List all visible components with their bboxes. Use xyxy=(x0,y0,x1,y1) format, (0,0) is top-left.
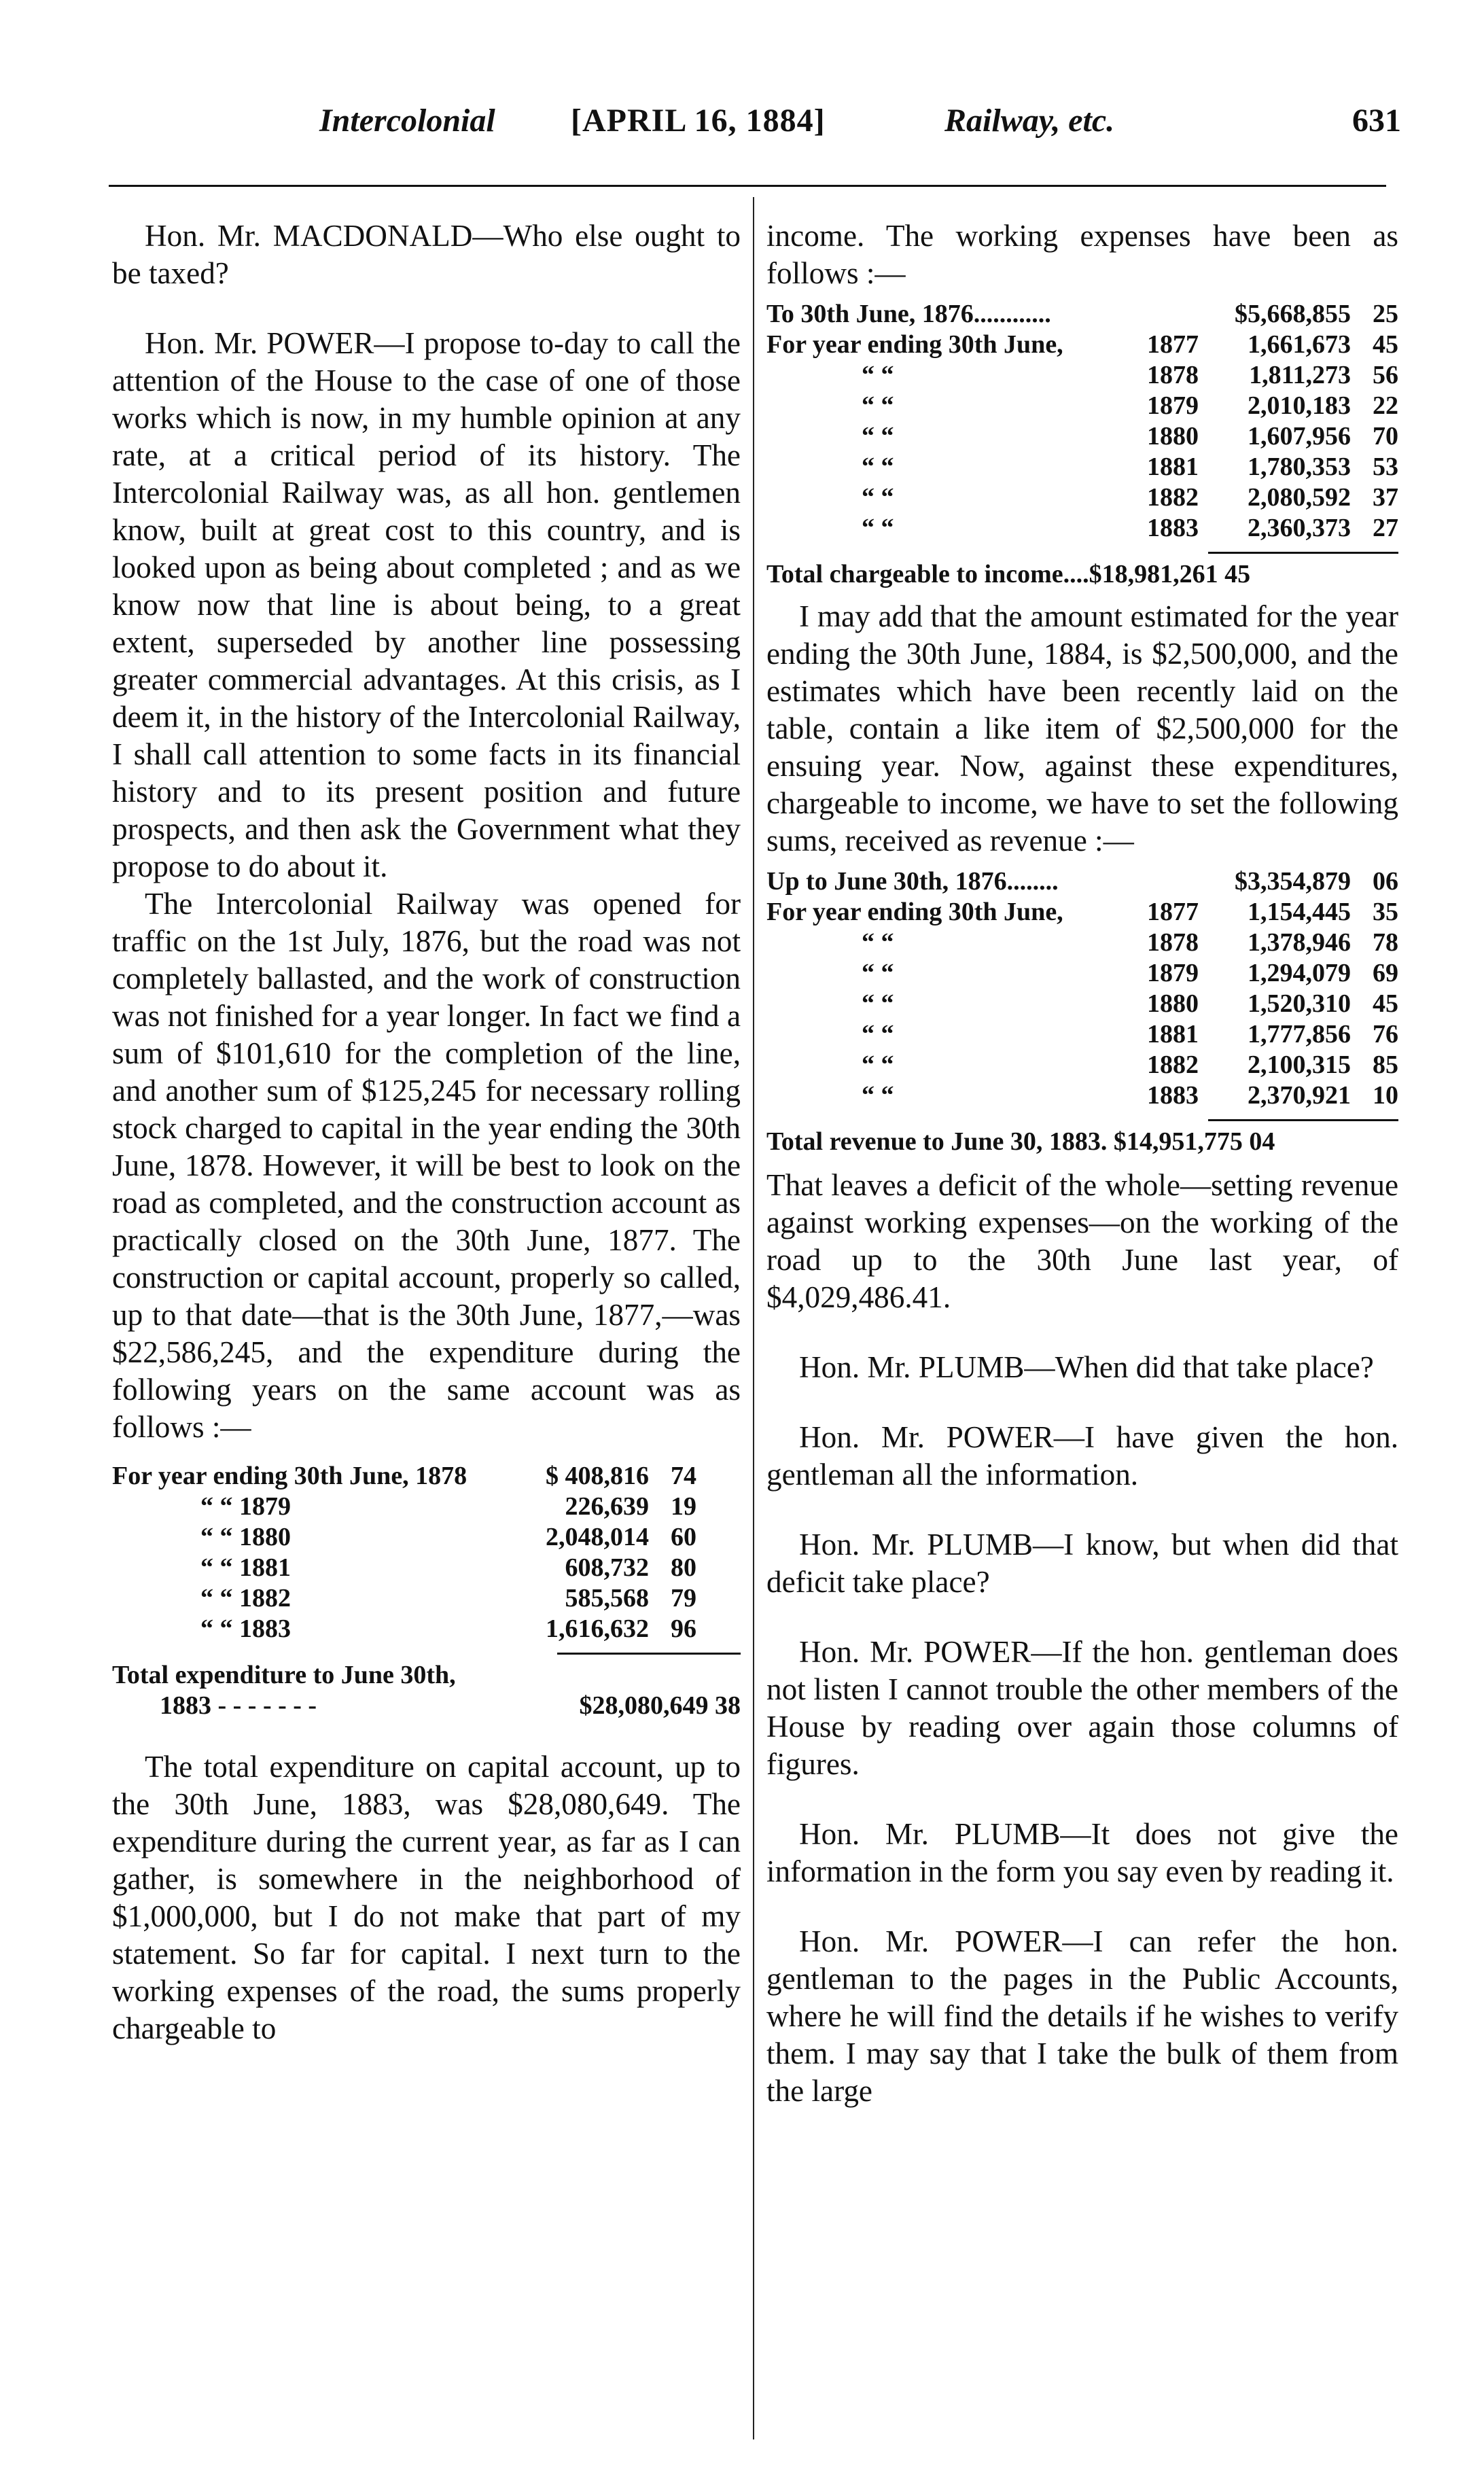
table-row xyxy=(112,1461,741,1492)
row-amount: 2,080,592 xyxy=(1248,483,1351,512)
left-column xyxy=(112,217,741,2047)
row-label: “ “ xyxy=(862,391,894,420)
row-amount: 1,616,632 xyxy=(546,1615,649,1643)
total-rule xyxy=(1208,1119,1398,1121)
expenses-total: Total chargeable to income....$18,981,261 45 xyxy=(766,560,1251,588)
row-cents: 74 xyxy=(671,1462,696,1490)
table-row xyxy=(766,866,1398,897)
row-amount: 2,010,183 xyxy=(1248,391,1351,420)
table-row xyxy=(766,330,1398,360)
row-year: 1877 xyxy=(1147,898,1199,926)
table-row xyxy=(766,421,1398,452)
paragraph: Hon. Mr. POWER—I have given the hon. gentleman all the information. xyxy=(766,1420,1398,1492)
total-year: 1883 - - - - - - - xyxy=(160,1691,317,1720)
row-cents: 96 xyxy=(671,1615,696,1643)
row-label: “ “ xyxy=(862,483,894,512)
table-row xyxy=(766,928,1398,958)
paragraph: The total expenditure on capital account, up to the 30th June, 1883, was $28,080,649. The expenditure during the current year, as far as I can gather, is somewhere in the neighborhood of $1,000,000, but I do not make that part of my statement. So far for capital. I next turn to the working expenses of the road, the sums properly chargeable to xyxy=(112,1750,741,2045)
total-label: Total expenditure to June 30th, xyxy=(112,1661,456,1689)
row-label: For year ending 30th June, xyxy=(766,898,1063,926)
running-header xyxy=(0,95,1484,156)
table-row xyxy=(766,482,1398,513)
row-year: 1878 xyxy=(1147,361,1199,389)
row-label: “ “ 1879 xyxy=(200,1492,291,1521)
row-label: Up to June 30th, 1876........ xyxy=(766,867,1059,896)
row-year: 1882 xyxy=(1147,1051,1199,1079)
row-amount: 585,568 xyxy=(565,1584,649,1612)
row-label: “ “ xyxy=(862,514,894,542)
table-row xyxy=(766,958,1398,989)
total-rule xyxy=(1208,552,1398,554)
table-row xyxy=(766,1080,1398,1111)
row-label: “ “ xyxy=(862,959,894,987)
paragraph: Hon. Mr. MACDONALD—Who else ought to be taxed? xyxy=(112,219,741,290)
row-amount: 2,370,921 xyxy=(1248,1081,1351,1110)
row-amount: 2,100,315 xyxy=(1248,1051,1351,1079)
table-row xyxy=(112,1522,741,1553)
row-label: “ “ 1882 xyxy=(200,1584,291,1612)
row-cents: 78 xyxy=(1373,928,1398,957)
row-cents: 56 xyxy=(1373,361,1398,389)
row-label: “ “ xyxy=(862,1081,894,1110)
row-cents: 19 xyxy=(671,1492,696,1521)
revenue-total: Total revenue to June 30, 1883. $14,951,775 04 xyxy=(766,1127,1275,1156)
row-amount: 1,607,956 xyxy=(1248,422,1351,451)
row-year: 1880 xyxy=(1147,989,1199,1018)
row-cents: 60 xyxy=(671,1523,696,1551)
row-amount: 1,661,673 xyxy=(1248,330,1351,359)
row-label: “ “ xyxy=(862,1020,894,1048)
row-label: For year ending 30th June, 1878 xyxy=(112,1462,467,1490)
paragraph: Hon. Mr. PLUMB—I know, but when did that deficit take place? xyxy=(766,1528,1398,1599)
paragraph: The Intercolonial Railway was opened for traffic on the 1st July, 1876, but the road was not completely ballasted, and the work of construction was not finished for a year longer. In fact we find a sum of $101,610 for the completion of the line, and another sum of $125,245 for necessary rolling stock charged to capital in the year ending the 30th June, 1878. However, it will be best to look on the road as completed, and the construction account as practically closed on the 30th June, 1877. The construction or capital account, properly so called, up to that date—that is the 30th June, 1877,—was $22,586,245, and the expenditure during the following years on the same account was as follows :— xyxy=(112,887,741,1444)
row-year: 1879 xyxy=(1147,391,1199,420)
paragraph: income. The working expenses have been as follows :— xyxy=(766,219,1398,290)
right-column xyxy=(766,217,1398,2110)
row-year: 1883 xyxy=(1147,514,1199,542)
table-row xyxy=(766,391,1398,421)
row-label: “ “ xyxy=(862,989,894,1018)
row-amount: 1,378,946 xyxy=(1248,928,1351,957)
row-label: To 30th June, 1876............ xyxy=(766,300,1051,328)
row-cents: 53 xyxy=(1373,453,1398,481)
row-label: “ “ xyxy=(862,361,894,389)
row-cents: 69 xyxy=(1373,959,1398,987)
paragraph: Hon. Mr. POWER—I can refer the hon. gentleman to the pages in the Public Accounts, where he will find the details if he wishes to verify them. I may say that I take the bulk of them from the large xyxy=(766,1924,1398,2108)
table-row xyxy=(766,360,1398,391)
row-year: 1877 xyxy=(1147,330,1199,359)
revenue-table xyxy=(766,866,1398,1111)
column-divider xyxy=(753,197,754,2439)
row-cents: 37 xyxy=(1373,483,1398,512)
row-amount: 608,732 xyxy=(565,1553,649,1582)
row-label: “ “ xyxy=(862,422,894,451)
row-cents: 45 xyxy=(1373,330,1398,359)
row-cents: 27 xyxy=(1373,514,1398,542)
row-year: 1879 xyxy=(1147,959,1199,987)
row-label: “ “ 1880 xyxy=(200,1523,291,1551)
paragraph: Hon. Mr. POWER—I propose to-day to call the attention of the House to the case of one of those works which is now, in my humble opinion at any rate, at a critical period of its history. The Intercolonial Railway was, as all hon. gentlemen know, built at great cost to this country, and is looked upon as being about completed ; and as we know now that line is about being, to a great extent, superseded by another line possessing greater commercial advantages. At this crisis, as I deem it, in the history of the Intercolonial Railway, I shall call attention to some facts in its financial history and to its present position and future prospects, and then ask the Government what they propose to do about it. xyxy=(112,326,741,883)
row-amount: 1,294,079 xyxy=(1248,959,1351,987)
table-row xyxy=(766,897,1398,928)
table-row xyxy=(766,1019,1398,1050)
row-label: “ “ 1883 xyxy=(200,1615,291,1643)
row-year: 1881 xyxy=(1147,1020,1199,1048)
total-rule xyxy=(557,1653,741,1655)
paragraph: Hon. Mr. PLUMB—When did that take place? xyxy=(799,1350,1374,1384)
paragraph: I may add that the amount estimated for the year ending the 30th June, 1884, is $2,500,000, and the estimates which have been recently laid on the table, contain a like item of $2,500,000 for the ensuing year. Now, against these expenditures, chargeable to income, we have to set the following sums, received as revenue :— xyxy=(766,599,1398,858)
row-label: “ “ xyxy=(862,453,894,481)
row-label: “ “ xyxy=(862,1051,894,1079)
working-expenses-table xyxy=(766,299,1398,544)
table-row xyxy=(766,452,1398,482)
row-cents: 80 xyxy=(671,1553,696,1582)
table-row xyxy=(766,513,1398,544)
table-row xyxy=(112,1553,741,1583)
row-amount: 2,048,014 xyxy=(546,1523,649,1551)
row-cents: 35 xyxy=(1373,898,1398,926)
header-date: [APRIL 16, 1884] xyxy=(571,103,826,139)
paragraph: That leaves a deficit of the whole—setting revenue against working expenses—on the working of the road up to the 30th June last year, of $4,029,486.41. xyxy=(766,1168,1398,1314)
row-amount: $ 408,816 xyxy=(546,1462,649,1490)
row-year: 1881 xyxy=(1147,453,1199,481)
table-row xyxy=(766,1050,1398,1080)
capital-total xyxy=(112,1660,741,1721)
row-amount: 1,811,273 xyxy=(1249,361,1351,389)
row-amount: 226,639 xyxy=(565,1492,649,1521)
row-year: 1878 xyxy=(1147,928,1199,957)
row-cents: 06 xyxy=(1373,867,1398,896)
row-amount: 1,777,856 xyxy=(1248,1020,1351,1048)
table-row xyxy=(112,1492,741,1522)
table-row xyxy=(766,989,1398,1019)
row-cents: 25 xyxy=(1373,300,1398,328)
row-year: 1880 xyxy=(1147,422,1199,451)
row-amount: 1,154,445 xyxy=(1248,898,1351,926)
row-amount: 1,780,353 xyxy=(1248,453,1351,481)
row-amount: $3,354,879 xyxy=(1235,867,1351,896)
row-cents: 22 xyxy=(1373,391,1398,420)
row-cents: 45 xyxy=(1373,989,1398,1018)
paragraph: Hon. Mr. PLUMB—It does not give the information in the form you say even by reading it. xyxy=(766,1817,1398,1888)
row-amount: 1,520,310 xyxy=(1248,989,1351,1018)
row-cents: 10 xyxy=(1373,1081,1398,1110)
header-left: Intercolonial xyxy=(319,103,495,139)
table-row xyxy=(112,1614,741,1644)
page-number: 631 xyxy=(1352,103,1401,139)
table-row xyxy=(112,1583,741,1614)
row-label: “ “ xyxy=(862,928,894,957)
header-rule xyxy=(109,185,1386,187)
row-year: 1883 xyxy=(1147,1081,1199,1110)
row-cents: 70 xyxy=(1373,422,1398,451)
row-label: For year ending 30th June, xyxy=(766,330,1063,359)
paragraph: Hon. Mr. POWER—If the hon. gentleman does not listen I cannot trouble the other members of the House by reading over again those columns of figures. xyxy=(766,1635,1398,1781)
row-cents: 76 xyxy=(1373,1020,1398,1048)
row-year: 1882 xyxy=(1147,483,1199,512)
capital-expenditure-table xyxy=(112,1461,741,1644)
row-cents: 85 xyxy=(1373,1051,1398,1079)
row-amount: $5,668,855 xyxy=(1235,300,1351,328)
header-right: Railway, etc. xyxy=(944,103,1115,139)
row-cents: 79 xyxy=(671,1584,696,1612)
row-label: “ “ 1881 xyxy=(200,1553,291,1582)
total-amount: $28,080,649 38 xyxy=(579,1691,741,1720)
table-row xyxy=(766,299,1398,330)
row-amount: 2,360,373 xyxy=(1248,514,1351,542)
